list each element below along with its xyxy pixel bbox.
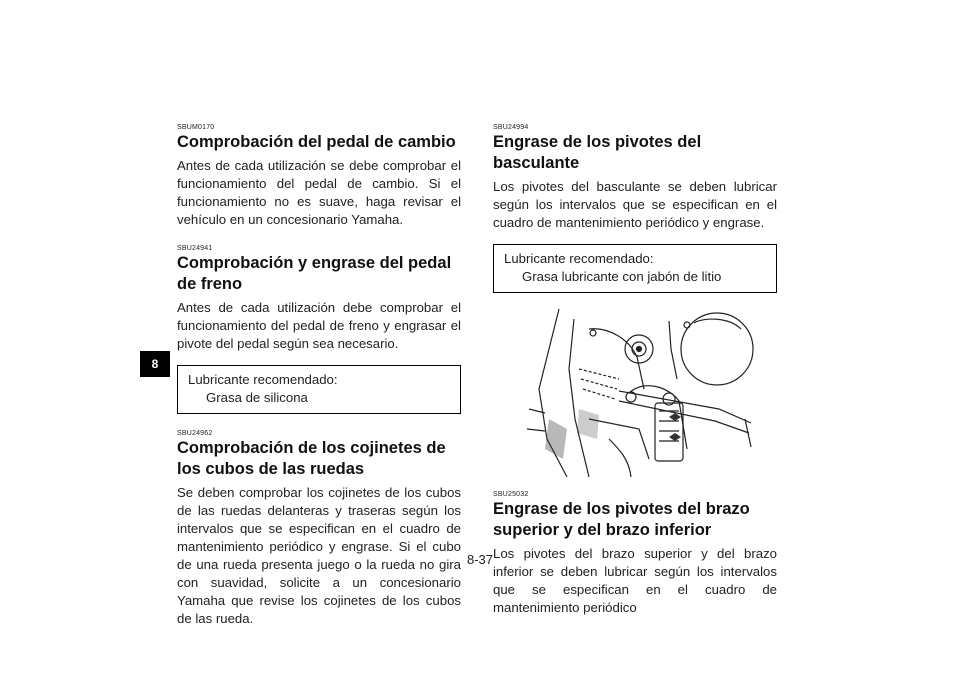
lubricant-value: Grasa lubricante con jabón de litio: [522, 269, 722, 284]
section-title: Comprobación del pedal de cambio: [177, 133, 456, 151]
lubricant-box: [493, 244, 777, 293]
lubricant-label: Lubricante recomendado:: [188, 372, 338, 387]
section-code: SBU24962: [177, 430, 213, 437]
section-shift-pedal: [177, 124, 461, 229]
section-body: Se deben comprobar los cojinetes de los cubos de las ruedas delanteras y traseras según los intervalos que se especifican en el cuadro de mantenimiento periódico y engrase. Si el cubo de una rueda presenta juego o la rueda no gira con suavidad, solicite a un concesionario Yamaha que revise los cojinetes de los cubos de las rueda.: [177, 485, 461, 626]
lubricant-box: [177, 365, 461, 414]
section-body: Los pivotes del basculante se deben lubricar según los intervalos que se especifican en el cuadro de mantenimiento periódico y engrase.: [493, 179, 777, 230]
section-brake-pedal: [177, 245, 461, 414]
section-body: Antes de cada utilización debe comprobar el funcionamiento del pedal de freno y engrasar el pivote del pedal según sea necesario.: [177, 300, 461, 351]
section-body: Antes de cada utilización se debe comprobar el funcionamiento del pedal de cambio. Si el funcionamiento no es suave, haga revisar el vehículo en un concesionario Yamaha.: [177, 158, 461, 227]
section-code: SBUM0170: [177, 124, 215, 131]
section-code: SBU24994: [493, 124, 529, 131]
section-body: Los pivotes del brazo superior y del brazo inferior se deben lubricar según los intervalos que se especifican en el cuadro de mantenimiento periódico: [493, 546, 777, 615]
section-title: Comprobación y engrase del pedal de freno: [177, 254, 452, 293]
swingarm-pivot-illustration: [519, 309, 757, 477]
section-title: Engrase de los pivotes del basculante: [493, 133, 702, 172]
lubricant-label: Lubricante recomendado:: [504, 251, 654, 266]
section-swingarm-pivots: [493, 124, 777, 293]
page-number: 8-37: [466, 552, 494, 567]
chapter-tab: 8: [140, 351, 170, 377]
section-title: Engrase de los pivotes del brazo superior y del brazo inferior: [493, 500, 750, 539]
section-wheel-bearings: [177, 430, 461, 628]
lubricant-value: Grasa de silicona: [206, 390, 308, 405]
section-title: Comprobación de los cojinetes de los cubos de las ruedas: [177, 439, 446, 478]
section-code: SBU25032: [493, 491, 529, 498]
section-code: SBU24941: [177, 245, 213, 252]
